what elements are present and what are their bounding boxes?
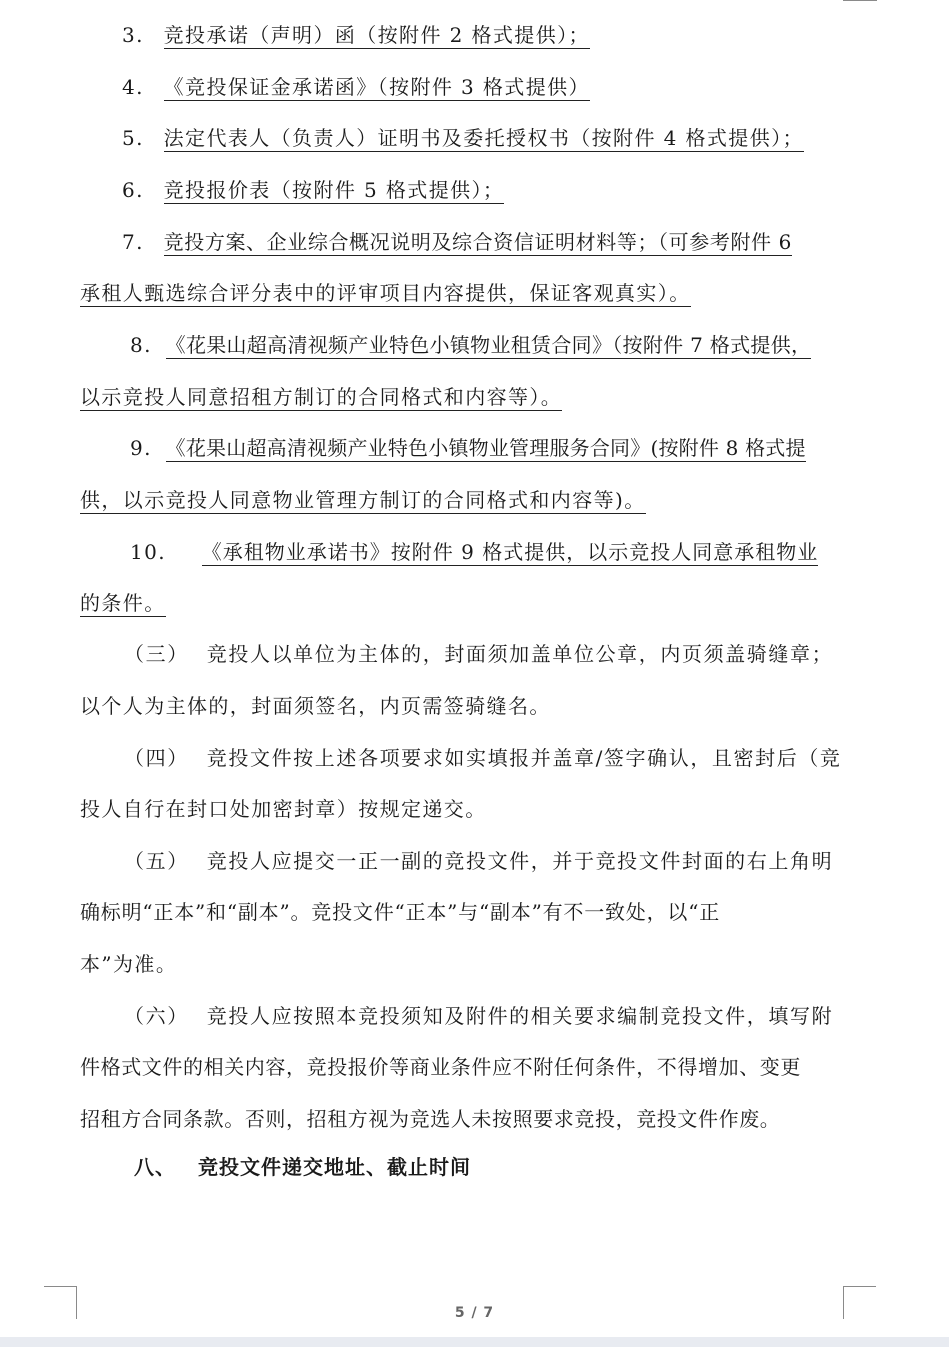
- paragraph-text: 招租方合同条款。否则，招租方视为竞选人未按照要求竞投，竞投文件作废。: [80, 1107, 781, 1131]
- page-indicator: 5 / 7: [454, 1305, 495, 1321]
- list-item-9: [130, 433, 806, 463]
- paragraph-text: 竞投人应提交一正一副的竞投文件，并于竞投文件封面的右上角明: [206, 849, 834, 873]
- list-item-8: [130, 330, 811, 360]
- list-text: 承租人甄选综合评分表中的评审项目内容提供，保证客观真实）。: [80, 281, 691, 305]
- paragraph-5-line-3: [80, 949, 177, 979]
- list-item-5: [122, 123, 804, 153]
- list-text: 法定代表人（负责人）证明书及委托授权书（按附件 4 格式提供）；: [163, 126, 804, 150]
- list-item-7-cont: [80, 278, 691, 308]
- paragraph-label: （六）: [124, 1004, 189, 1028]
- list-text: 竞投报价表（按附件 5 格式提供）；: [163, 178, 505, 202]
- paragraph-text: 投人自行在封口处加密封章）按规定递交。: [80, 797, 487, 821]
- paragraph-3-line-1: [124, 639, 833, 669]
- list-text: 的条件。: [80, 591, 166, 615]
- paragraph-label: （四）: [124, 746, 189, 770]
- list-number: 10.: [130, 540, 167, 564]
- paragraph-text: 竞投人应按照本竞投须知及附件的相关要求编制竞投文件，填写附: [206, 1004, 834, 1028]
- list-number: 5.: [122, 126, 144, 150]
- list-item-7: [122, 227, 792, 257]
- paragraph-5-line-2: [80, 897, 720, 927]
- list-text: 以示竞投人同意招租方制订的合同格式和内容等）。: [80, 385, 563, 409]
- section-number: 八、: [134, 1155, 176, 1179]
- paragraph-4-line-1: [124, 743, 842, 773]
- list-number: 4.: [122, 75, 144, 99]
- paragraph-6-line-1: [124, 1001, 833, 1031]
- list-text: 《花果山超高清视频产业特色小镇物业租赁合同》（按附件 7 格式提供，: [165, 333, 812, 357]
- paragraph-label: （三）: [124, 642, 189, 666]
- paragraph-6-line-3: [80, 1104, 780, 1134]
- list-item-9-cont: [80, 485, 646, 515]
- list-item-4: [122, 72, 590, 102]
- list-item-10: [130, 537, 818, 567]
- paragraph-5-line-1: [124, 846, 833, 876]
- paragraph-text: 以个人为主体的，封面须签名，内页需签骑缝名。: [80, 694, 551, 718]
- list-number: 6.: [122, 178, 144, 202]
- list-item-8-cont: [80, 382, 562, 412]
- list-text: 竞投方案、企业综合概况说明及综合资信证明材料等；（可参考附件 6: [163, 230, 792, 254]
- list-text: 竞投承诺（声明）函（按附件 2 格式提供）；: [163, 23, 590, 47]
- list-text: 供，以示竞投人同意物业管理方制订的合同格式和内容等)。: [80, 488, 646, 512]
- paragraph-text: 竞投人以单位为主体的，封面须加盖单位公章，内页须盖骑缝章；: [206, 642, 834, 666]
- paragraph-text: 本”为准。: [80, 952, 178, 976]
- paragraph-3-line-2: [80, 691, 551, 721]
- list-text: 《承租物业承诺书》按附件 9 格式提供，以示竞投人同意承租物业: [201, 540, 819, 564]
- list-item-10-cont: [80, 588, 166, 618]
- paragraph-text: 确标明“正本”和“副本”。竞投文件“正本”与“副本”有不一致处，以“正: [80, 900, 721, 924]
- list-number: 8.: [130, 333, 152, 357]
- list-text: 《花果山超高清视频产业特色小镇物业管理服务合同》(按附件 8 格式提: [165, 436, 806, 460]
- list-number: 3.: [122, 23, 144, 47]
- section-title: 竞投文件递交地址、截止时间: [197, 1155, 471, 1179]
- paragraph-6-line-2: [80, 1052, 801, 1082]
- viewer-bottom-bar: [0, 1337, 949, 1347]
- paragraph-label: （五）: [124, 849, 189, 873]
- section-heading: [134, 1152, 471, 1182]
- crop-mark-top-right: [843, 0, 877, 1]
- list-item-6: [122, 175, 504, 205]
- paragraph-4-line-2: [80, 794, 487, 824]
- list-item-3: [122, 20, 590, 50]
- paragraph-text: 件格式文件的相关内容，竞投报价等商业条件应不附任何条件，不得增加、变更: [80, 1055, 801, 1079]
- list-number: 9.: [130, 436, 152, 460]
- paragraph-text: 竞投文件按上述各项要求如实填报并盖章/签字确认，且密封后（竞: [206, 746, 842, 770]
- list-number: 7.: [122, 230, 144, 254]
- list-text: 《竞投保证金承诺函》（按附件 3 格式提供）: [163, 75, 590, 99]
